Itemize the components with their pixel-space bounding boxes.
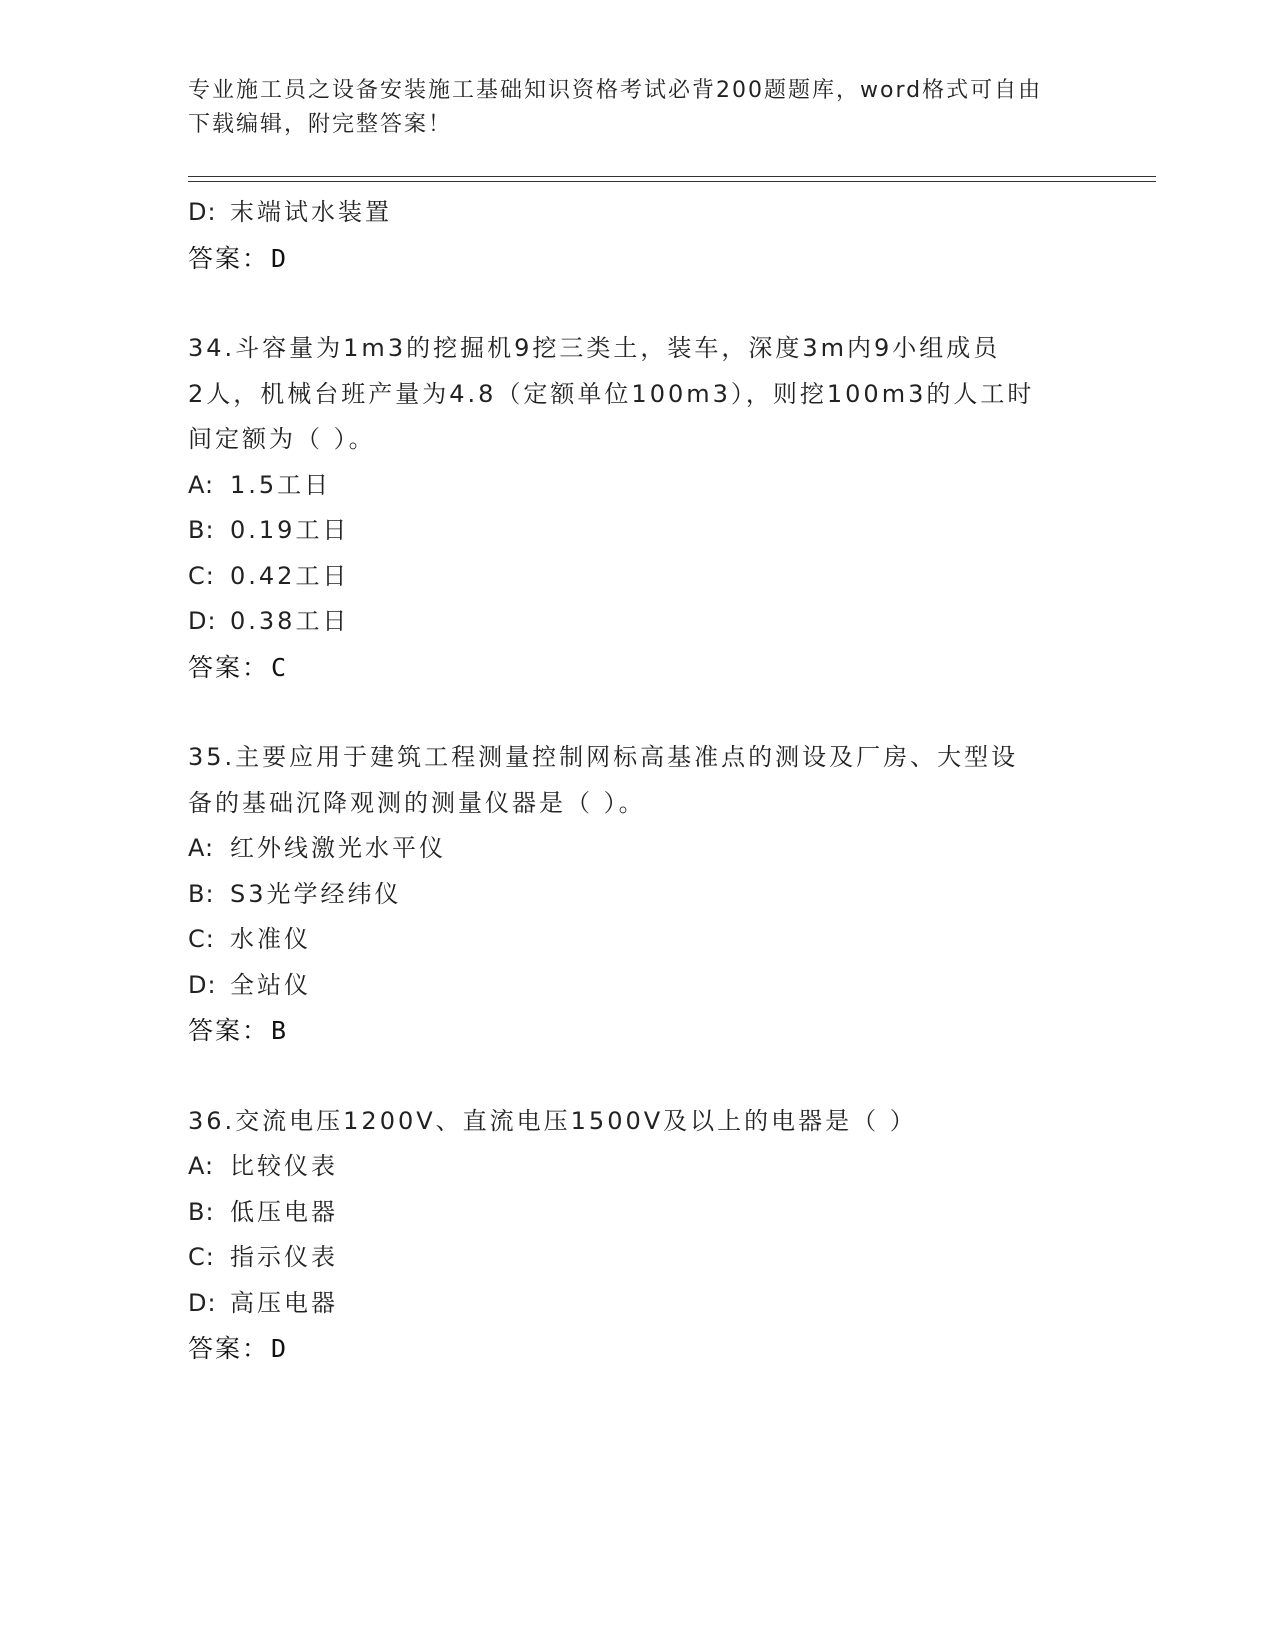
option-text: 0.38工日 bbox=[230, 607, 350, 635]
question-stem-line: 34.斗容量为1m3的挖掘机9挖三类土，装车，深度3m内9小组成员 bbox=[188, 334, 1001, 362]
answer-value: D bbox=[271, 243, 289, 273]
option-c bbox=[188, 554, 1088, 600]
answer-label: 答案： bbox=[188, 1334, 270, 1363]
header-divider-bottom bbox=[188, 181, 1156, 182]
question-stem-line: 间定额为（ ）。 bbox=[188, 425, 376, 453]
option-text: 高压电器 bbox=[230, 1288, 338, 1317]
option-letter: B: bbox=[188, 1197, 215, 1226]
option-letter: C: bbox=[188, 925, 215, 953]
option-text: 末端试水装置 bbox=[230, 198, 392, 226]
option-text: 1.5工日 bbox=[230, 470, 332, 499]
question-stem-line: 36.交流电压1200V、直流电压1500V及以上的电器是（ ） bbox=[188, 1106, 917, 1135]
option-text: 0.42工日 bbox=[230, 561, 350, 590]
option-letter: D: bbox=[188, 607, 217, 635]
question-35 bbox=[188, 735, 1088, 1054]
option-b bbox=[188, 1190, 1088, 1236]
option-letter: A: bbox=[188, 1152, 215, 1180]
question-34 bbox=[188, 326, 1088, 690]
option-d bbox=[188, 599, 1088, 645]
option-text: S3光学经纬仪 bbox=[230, 879, 402, 908]
answer-value: B bbox=[271, 1016, 289, 1045]
answer-label: 答案： bbox=[188, 1016, 270, 1045]
option-b bbox=[188, 508, 1088, 554]
option-text: 比较仪表 bbox=[230, 1152, 338, 1180]
option-text: 水准仪 bbox=[230, 925, 311, 953]
prev-answer bbox=[188, 236, 1088, 282]
option-letter: D: bbox=[188, 970, 217, 999]
option-letter: A: bbox=[188, 470, 215, 499]
answer-label: 答案： bbox=[188, 243, 270, 273]
answer-label: 答案： bbox=[188, 652, 270, 682]
document-body bbox=[188, 190, 1088, 1372]
option-text: 红外线激光水平仪 bbox=[230, 834, 446, 862]
question-stem-line: 2人，机械台班产量为4.8（定额单位100m3），则挖100m3的人工时 bbox=[188, 379, 1035, 408]
question-stem-line: 35.主要应用于建筑工程测量控制网标高基准点的测设及厂房、大型设 bbox=[188, 743, 1019, 771]
option-text: 全站仪 bbox=[230, 970, 311, 999]
option-b bbox=[188, 872, 1088, 918]
option-letter: D: bbox=[188, 1288, 217, 1317]
option-letter: A: bbox=[188, 834, 215, 862]
option-d bbox=[188, 963, 1088, 1009]
option-letter: D: bbox=[188, 198, 217, 226]
document-header bbox=[188, 74, 1088, 142]
option-letter: B: bbox=[188, 516, 215, 544]
option-a bbox=[188, 1144, 1088, 1190]
option-a bbox=[188, 463, 1088, 509]
option-d bbox=[188, 1281, 1088, 1327]
header-line-1: 专业施工员之设备安装施工基础知识资格考试必背200题题库，word格式可自由 bbox=[188, 78, 1043, 103]
option-c bbox=[188, 917, 1088, 963]
option-letter: B: bbox=[188, 879, 215, 908]
answer bbox=[188, 1326, 1088, 1372]
question-36 bbox=[188, 1099, 1088, 1372]
header-line-2: 下载编辑，附完整答案！ bbox=[188, 112, 453, 137]
header-divider-top bbox=[188, 176, 1156, 177]
answer-value: C bbox=[271, 652, 289, 682]
prev-option-d bbox=[188, 190, 1088, 236]
option-letter: C: bbox=[188, 561, 215, 590]
answer bbox=[188, 645, 1088, 691]
option-letter: C: bbox=[188, 1243, 215, 1271]
option-text: 低压电器 bbox=[230, 1197, 338, 1226]
option-c bbox=[188, 1235, 1088, 1281]
answer-value: D bbox=[271, 1334, 289, 1363]
question-stem-line: 备的基础沉降观测的测量仪器是（ ）。 bbox=[188, 788, 646, 817]
option-text: 指示仪表 bbox=[230, 1243, 338, 1271]
answer bbox=[188, 1008, 1088, 1054]
option-text: 0.19工日 bbox=[230, 516, 350, 544]
option-a bbox=[188, 826, 1088, 872]
